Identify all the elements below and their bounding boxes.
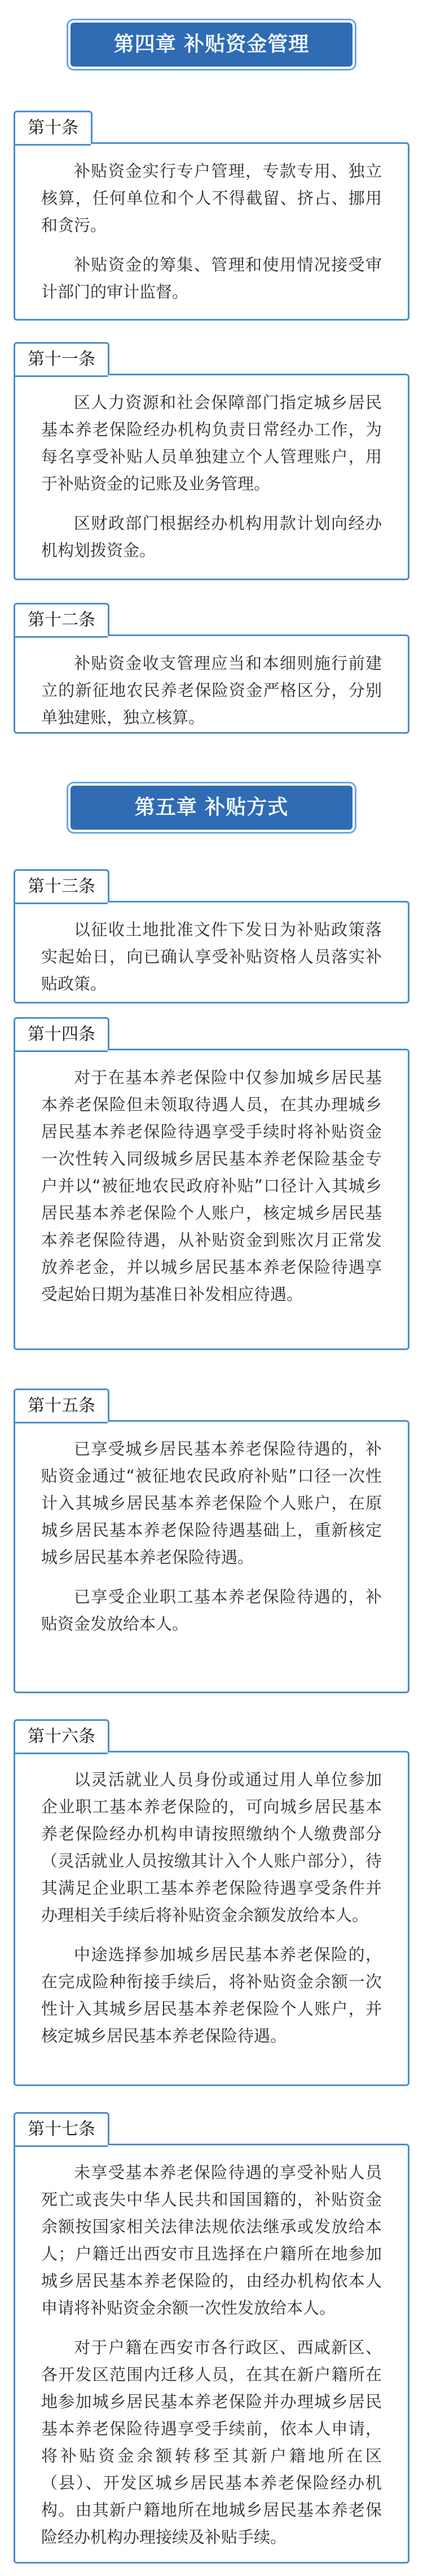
article-15-paragraph-1: 已享受城乡居民基本养老保险待遇的，补贴资金通过“被征地农民政府补贴”口径一次性计入其城乡居民基本养老保险个人账户，在原城乡居民基本养老保险待遇基础上，重新核定城乡居民基本养老保险待遇。 — [41, 1439, 382, 1567]
article-14-paragraph-1: 对于在基本养老保险中仅参加城乡居民基本养老保险但未领取待遇人员，在其办理城乡居民基本养老保险待遇享受手续时将补贴资金一次性转入同级城乡居民基本养老保险基金专户并以“被征地农民政府补贴”口径计入其城乡居民基本养老保险个人账户，核定城乡居民基本养老保险待遇，从补贴资金到账次月正常发放养老金，并以城乡居民基本养老保险待遇享受起始日期为基准日补发相应待遇。 — [41, 1068, 382, 1304]
article-17-paragraph-2: 对于户籍在西安市各行政区、西咸新区、各开发区范围内迁移人员，在其在新户籍所在地参加城乡居民基本养老保险并办理城乡居民基本养老保险待遇享受手续前，依本人申请，将补贴资金余额转移至其新户籍地所在区（县）、开发区城乡居民基本养老保险经办机构。由其新户籍地所在地城乡居民基本养老保险经办机构办理接续及补贴手续。 — [41, 2338, 382, 2547]
article-17-body — [14, 2144, 409, 2564]
article-11-body — [14, 374, 409, 580]
article-17-label: 第十七条 — [14, 2112, 109, 2145]
article-12-label: 第十二条 — [14, 603, 109, 636]
article-15 — [14, 1388, 409, 1693]
article-14-label: 第十四条 — [14, 1017, 109, 1050]
article-11-paragraph-2: 区财政部门根据经办机构用款计划向经办机构划拨资金。 — [41, 514, 382, 560]
article-11 — [14, 342, 409, 580]
article-10-paragraph-2: 补贴资金的筹集、管理和使用情况接受审计部门的审计监督。 — [41, 255, 382, 301]
article-10-body — [14, 142, 409, 321]
article-13-body — [14, 901, 409, 1004]
article-15-label: 第十五条 — [14, 1388, 109, 1422]
article-10-label: 第十条 — [14, 111, 92, 144]
article-14-body — [14, 1049, 409, 1350]
article-10 — [14, 111, 409, 321]
chapter-4-title: 第四章 补贴资金管理 — [70, 23, 352, 67]
article-12-paragraph-1: 补贴资金收支管理应当和本细则施行前建立的新征地农民养老保险资金严格区分，分别单独建账，独立核算。 — [41, 654, 382, 727]
article-13-label: 第十三条 — [14, 869, 109, 903]
article-13-paragraph-1: 以征收土地批准文件下发日为补贴政策落实起始日，向已确认享受补贴资格人员落实补贴政策。 — [41, 920, 382, 993]
chapter-5-title: 第五章 补贴方式 — [70, 786, 352, 830]
article-11-paragraph-1: 区人力资源和社会保障部门指定城乡居民基本养老保险经办机构负责日常经办工作，为每名享受补贴人员单独建立个人管理账户，用于补贴资金的记账及业务管理。 — [41, 393, 382, 493]
article-15-paragraph-2: 已享受企业职工基本养老保险待遇的，补贴资金发放给本人。 — [41, 1587, 382, 1633]
article-16-paragraph-2: 中途选择参加城乡居民基本养老保险的，在完成险种衔接手续后，将补贴资金余额一次性计入其城乡居民基本养老保险个人账户，并核定城乡居民基本养老保险待遇。 — [41, 1945, 382, 2045]
article-16-body — [14, 1751, 409, 2086]
article-17-paragraph-1: 未享受基本养老保险待遇的享受补贴人员死亡或丧失中华人民共和国国籍的，补贴资金余额按国家相关法律法规依法继承或发放给本人；户籍迁出西安市且选择在户籍所在地参加城乡居民基本养老保险的，由经办机构依本人申请将补贴资金余额一次性发放给本人。 — [41, 2163, 382, 2317]
article-16-paragraph-1: 以灵活就业人员身份或通过用人单位参加企业职工基本养老保险的，可向城乡居民基本养老保险经办机构申请按照缴纳个人缴费部分（灵活就业人员按缴其计入个人账户部分），待其满足企业职工基本养老保险待遇享受条件并办理相关手续后将补贴资金余额发放给本人。 — [41, 1770, 382, 1925]
article-12-body — [14, 634, 409, 734]
article-13 — [14, 869, 409, 1004]
article-16-label: 第十六条 — [14, 1719, 109, 1753]
article-17 — [14, 2112, 409, 2564]
article-10-paragraph-1: 补贴资金实行专户管理，专款专用、独立核算，任何单位和个人不得截留、挤占、挪用和贪污。 — [41, 161, 382, 235]
article-11-label: 第十一条 — [14, 342, 109, 375]
article-16 — [14, 1719, 409, 2086]
article-12 — [14, 603, 409, 734]
article-14 — [14, 1017, 409, 1350]
article-15-body — [14, 1420, 409, 1693]
